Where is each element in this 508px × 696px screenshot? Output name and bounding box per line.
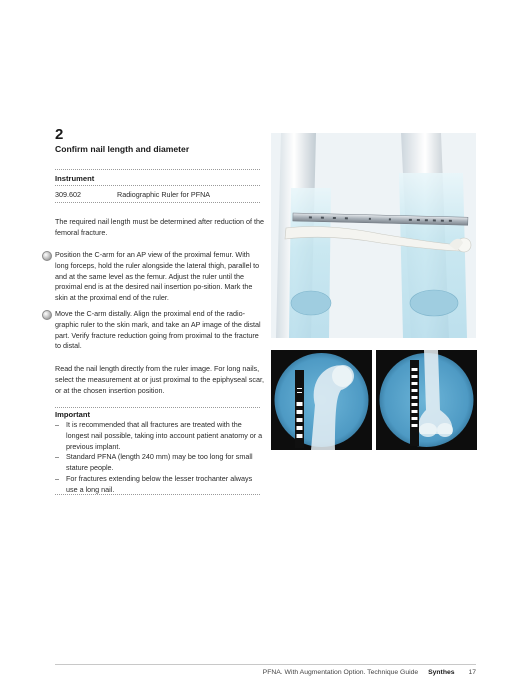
important-item — [55, 452, 265, 474]
ruler-marks — [412, 368, 418, 427]
xray-proximal-femur — [271, 350, 372, 450]
important-item-text: Standard PFNA (length 240 mm) may be too long for small stature people. — [66, 452, 253, 473]
condyle-medial — [419, 423, 437, 437]
important-item-text: For fractures extending below the lesser trochanter always use a long nail. — [66, 473, 253, 494]
bullet-circle-icon — [42, 310, 52, 320]
detector-left — [291, 291, 331, 315]
intro-paragraph: The required nail length must be determined after reduction of the femoral fracture. — [55, 217, 264, 237]
instrument-code: 309.602 — [55, 190, 81, 199]
step-title: Confirm nail length and diameter — [55, 144, 190, 154]
important-heading: Important — [55, 410, 91, 419]
step-bullet-1: Position the C-arm for an AP view of the proximal femur. With long forceps, hold the ruler alongside the lateral thigh, parallel to and at the same level as the femur. Adjust the ruler until the proximal end is at the desired nail insertion po-sition. Mark the skin at the proximal end of the ruler. — [55, 250, 260, 303]
important-item — [55, 474, 265, 496]
divider — [55, 185, 260, 186]
list-dash: – — [55, 452, 59, 462]
page-footer — [263, 669, 476, 676]
important-item — [55, 420, 265, 452]
xray-distal-femur — [376, 350, 477, 450]
divider — [55, 202, 260, 203]
detector-right — [410, 290, 458, 316]
divider — [55, 407, 260, 408]
footer-brand: Synthes — [428, 669, 455, 676]
important-item-text: It is recommended that all fractures are treated with the longest nail possible, taking into account patient anatomy or a previous implant. — [66, 420, 263, 451]
condyle-lateral — [437, 423, 453, 437]
footer-doc-title: PFNA. With Augmentation Option. Technique Guide — [262, 669, 419, 676]
page-number: 17 — [468, 669, 476, 676]
step-bullet-2: Move the C-arm distally. Align the proximal end of the radio-graphic ruler to the skin mark, and take an AP image of the distal part. Verify fracture reduction going from proximal to the fracture to distal. — [55, 309, 261, 351]
important-list — [55, 420, 265, 496]
footer-divider — [55, 664, 476, 665]
read-length-paragraph: Read the nail length directly from the ruler image. For long nails, select the measurement at or just proximal to the epiphyseal scar, or at the chosen insertion position. — [55, 364, 264, 395]
divider — [55, 494, 260, 495]
list-dash: – — [55, 420, 59, 429]
femoral-head-xray — [332, 365, 354, 387]
list-dash: – — [55, 473, 59, 483]
instrument-name: Radiographic Ruler for PFNA — [117, 190, 211, 199]
bullet-circle-icon — [42, 251, 52, 261]
step-number: 2 — [55, 126, 64, 143]
divider — [55, 169, 260, 170]
instrument-heading: Instrument — [55, 174, 95, 183]
ruler-positioning-illustration — [271, 133, 476, 338]
xray-beam-left — [289, 188, 331, 338]
